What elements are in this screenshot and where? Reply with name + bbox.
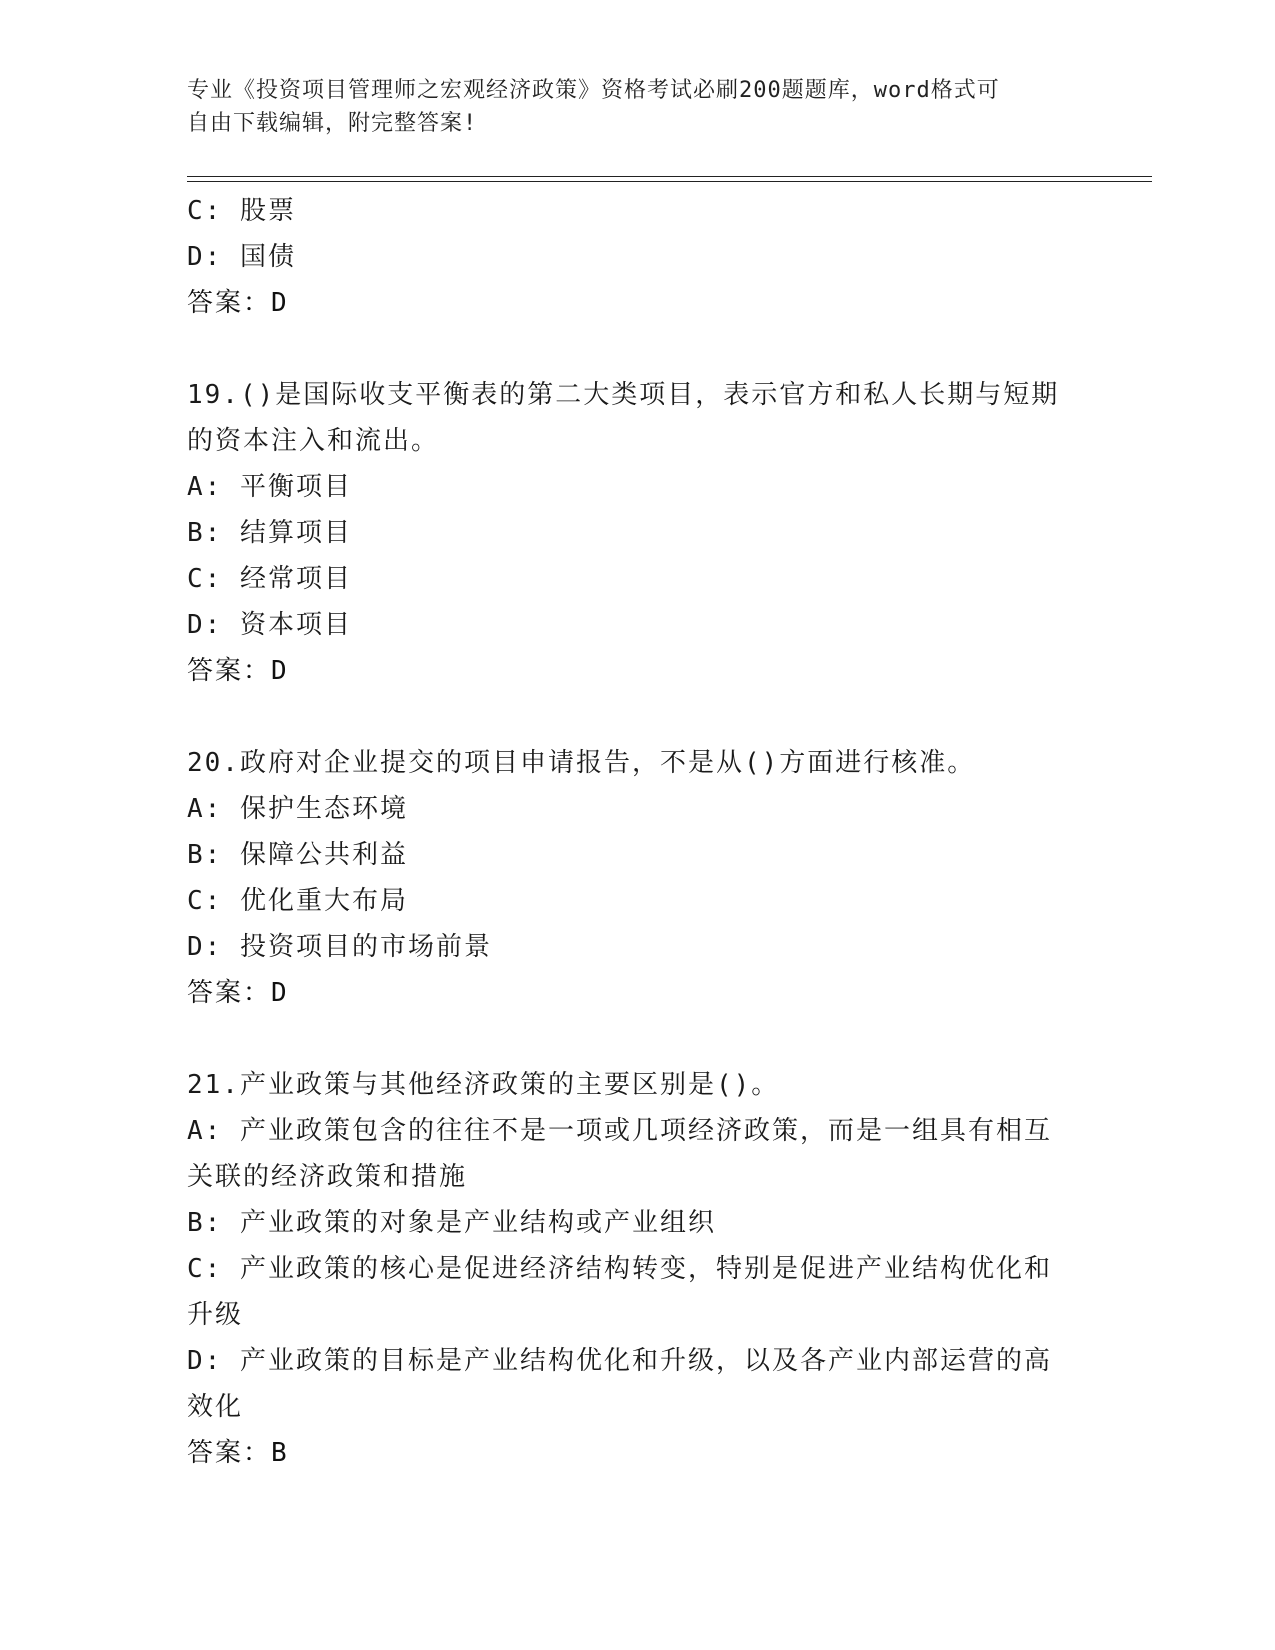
option-c: C: 股票 xyxy=(187,196,296,226)
document-header xyxy=(187,74,1067,140)
option-d-line-1: D: 产业政策的目标是产业结构优化和升级，以及各产业内部运营的高 xyxy=(187,1346,1052,1376)
option-b: B: 结算项目 xyxy=(187,518,352,548)
option-a: A: 平衡项目 xyxy=(187,472,352,502)
answer: 答案：B xyxy=(187,1438,289,1468)
header-rule-top xyxy=(187,176,1152,177)
option-d: D: 国债 xyxy=(187,242,296,272)
option-c: C: 经常项目 xyxy=(187,564,352,594)
question-18-continuation xyxy=(187,188,1087,326)
question-stem-line-2: 的资本注入和流出。 xyxy=(187,426,440,456)
option-c-line-2: 升级 xyxy=(187,1300,244,1330)
option-a: A: 保护生态环境 xyxy=(187,794,408,824)
question-21 xyxy=(187,1062,1087,1476)
option-d: D: 投资项目的市场前景 xyxy=(187,932,492,962)
header-rule-bottom xyxy=(187,181,1152,182)
option-c-line-1: C: 产业政策的核心是促进经济结构转变，特别是促进产业结构优化和 xyxy=(187,1254,1052,1284)
option-a-line-2: 关联的经济政策和措施 xyxy=(187,1162,468,1192)
option-b: B: 保障公共利益 xyxy=(187,840,408,870)
question-stem-line-1: 19.()是国际收支平衡表的第二大类项目，表示官方和私人长期与短期 xyxy=(187,380,1060,410)
spacer xyxy=(187,326,1087,372)
option-b-line-1: B: 产业政策的对象是产业结构或产业组织 xyxy=(187,1208,716,1238)
question-20 xyxy=(187,740,1087,1016)
question-19 xyxy=(187,372,1087,694)
answer: 答案：D xyxy=(187,656,289,686)
spacer xyxy=(187,1016,1087,1062)
option-a-line-1: A: 产业政策包含的往往不是一项或几项经济政策，而是一组具有相互 xyxy=(187,1116,1052,1146)
question-stem-line-1: 21.产业政策与其他经济政策的主要区别是()。 xyxy=(187,1070,780,1100)
header-title-line-1: 专业《投资项目管理师之宏观经济政策》资格考试必刷200题题库，word格式可 xyxy=(187,78,1000,103)
option-c: C: 优化重大布局 xyxy=(187,886,408,916)
answer: 答案：D xyxy=(187,978,289,1008)
document-body xyxy=(187,188,1087,1476)
option-d: D: 资本项目 xyxy=(187,610,352,640)
option-d-line-2: 效化 xyxy=(187,1392,244,1422)
question-stem-line-1: 20.政府对企业提交的项目申请报告，不是从()方面进行核准。 xyxy=(187,748,976,778)
spacer xyxy=(187,694,1087,740)
answer: 答案：D xyxy=(187,288,289,318)
header-title-line-2: 自由下载编辑，附完整答案! xyxy=(187,111,478,136)
